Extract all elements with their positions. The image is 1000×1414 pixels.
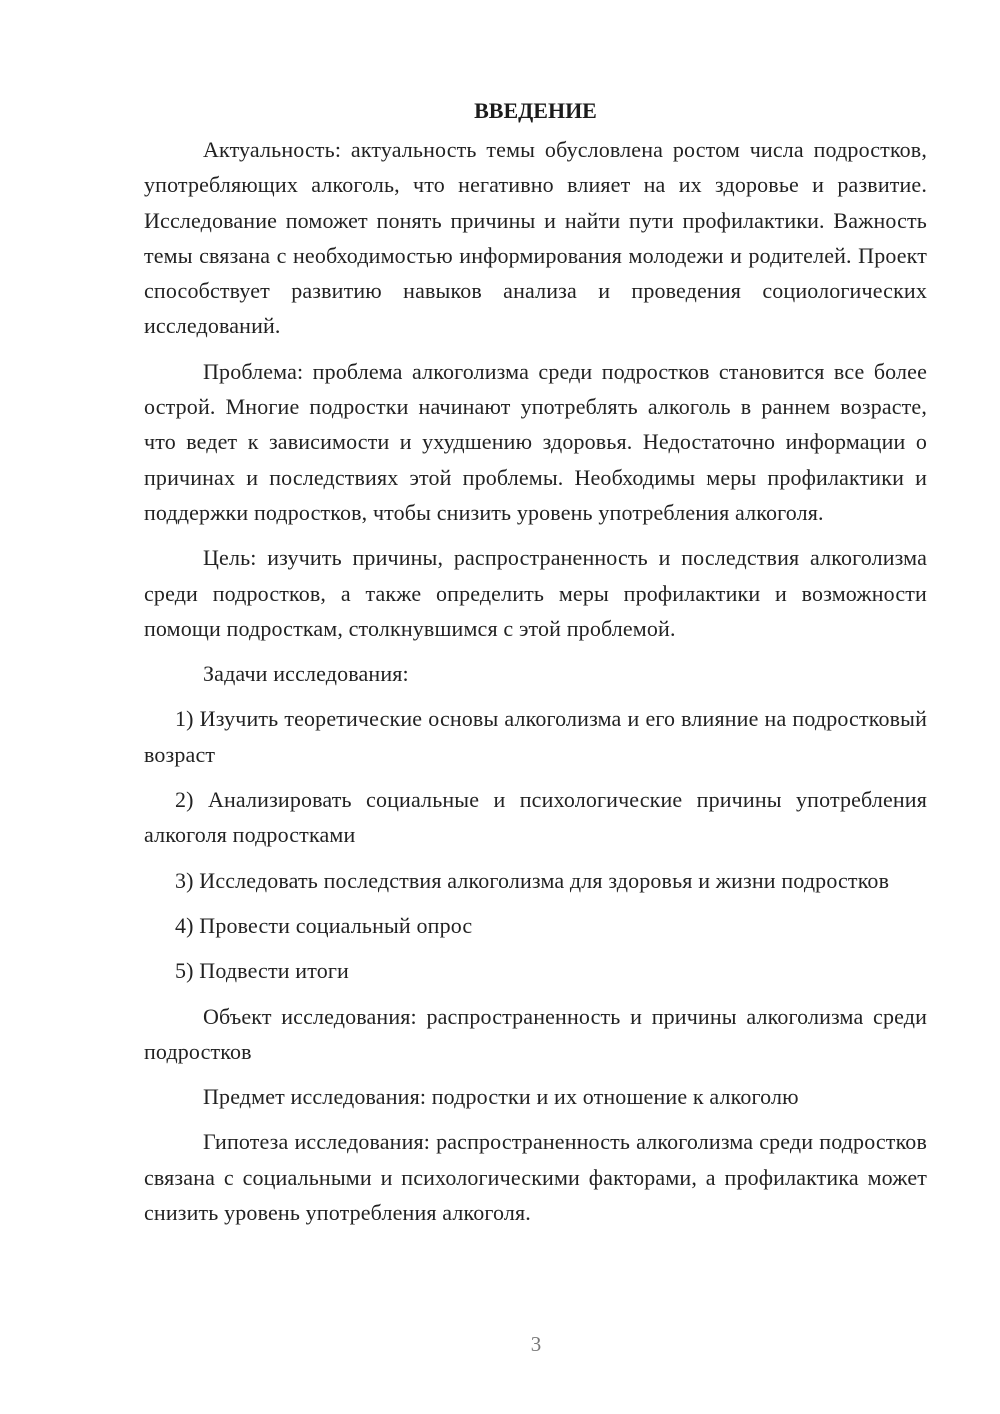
problem-paragraph: Проблема: проблема алкоголизма среди подростков становится все более острой. Многие подростки начинают употреблять алкоголь в раннем возрасте, что ведет к зависимости и ухудшению здоровья. Недостаточно информации о причинах и последствиях этой проблемы. Необходимы меры профилактики и поддержки подростков, чтобы снизить уровень употребления алкоголя.: [144, 358, 927, 525]
page-heading: ВВЕДЕНИЕ: [474, 98, 597, 123]
subject-paragraph: Предмет исследования: подростки и их отношение к алкоголю: [203, 1084, 799, 1110]
page-number: 3: [530, 1332, 542, 1356]
task-item-2: 2) Анализировать социальные и психологические причины употребления алкоголя подростками: [144, 787, 927, 848]
task-item-3: 3) Исследовать последствия алкоголизма для здоровья и жизни подростков: [175, 867, 890, 893]
goal-paragraph: Цель: изучить причины, распространенность и последствия алкоголизма среди подростков, а также определить меры профилактики и возможности помощи подросткам, столкнувшимся с этой проблемой.: [144, 545, 927, 641]
page-content: [144, 93, 927, 1240]
relevance-paragraph: Актуальность: актуальность темы обусловлена ростом числа подростков, употребляющих алкоголь, что негативно влияет на их здоровье и развитие. Исследование поможет понять причины и найти пути профилактики. Важность темы связана с необходимостью информирования молодежи и родителей. Проект способствует развитию навыков анализа и проведения социологических исследований.: [144, 137, 927, 339]
task-item-4: 4) Провести социальный опрос: [175, 912, 473, 938]
tasks-heading: Задачи исследования:: [203, 661, 409, 687]
object-paragraph: Объект исследования: распространенность и причины алкоголизма среди подростков: [144, 1003, 927, 1064]
task-item-5: 5) Подвести итоги: [175, 958, 349, 984]
hypothesis-paragraph: Гипотеза исследования: распространенность алкоголизма среди подростков связана с социальными и психологическими факторами, а профилактика может снизить уровень употребления алкоголя.: [144, 1129, 927, 1226]
task-item-1: 1) Изучить теоретические основы алкоголизма и его влияние на подростковый возраст: [144, 706, 927, 767]
